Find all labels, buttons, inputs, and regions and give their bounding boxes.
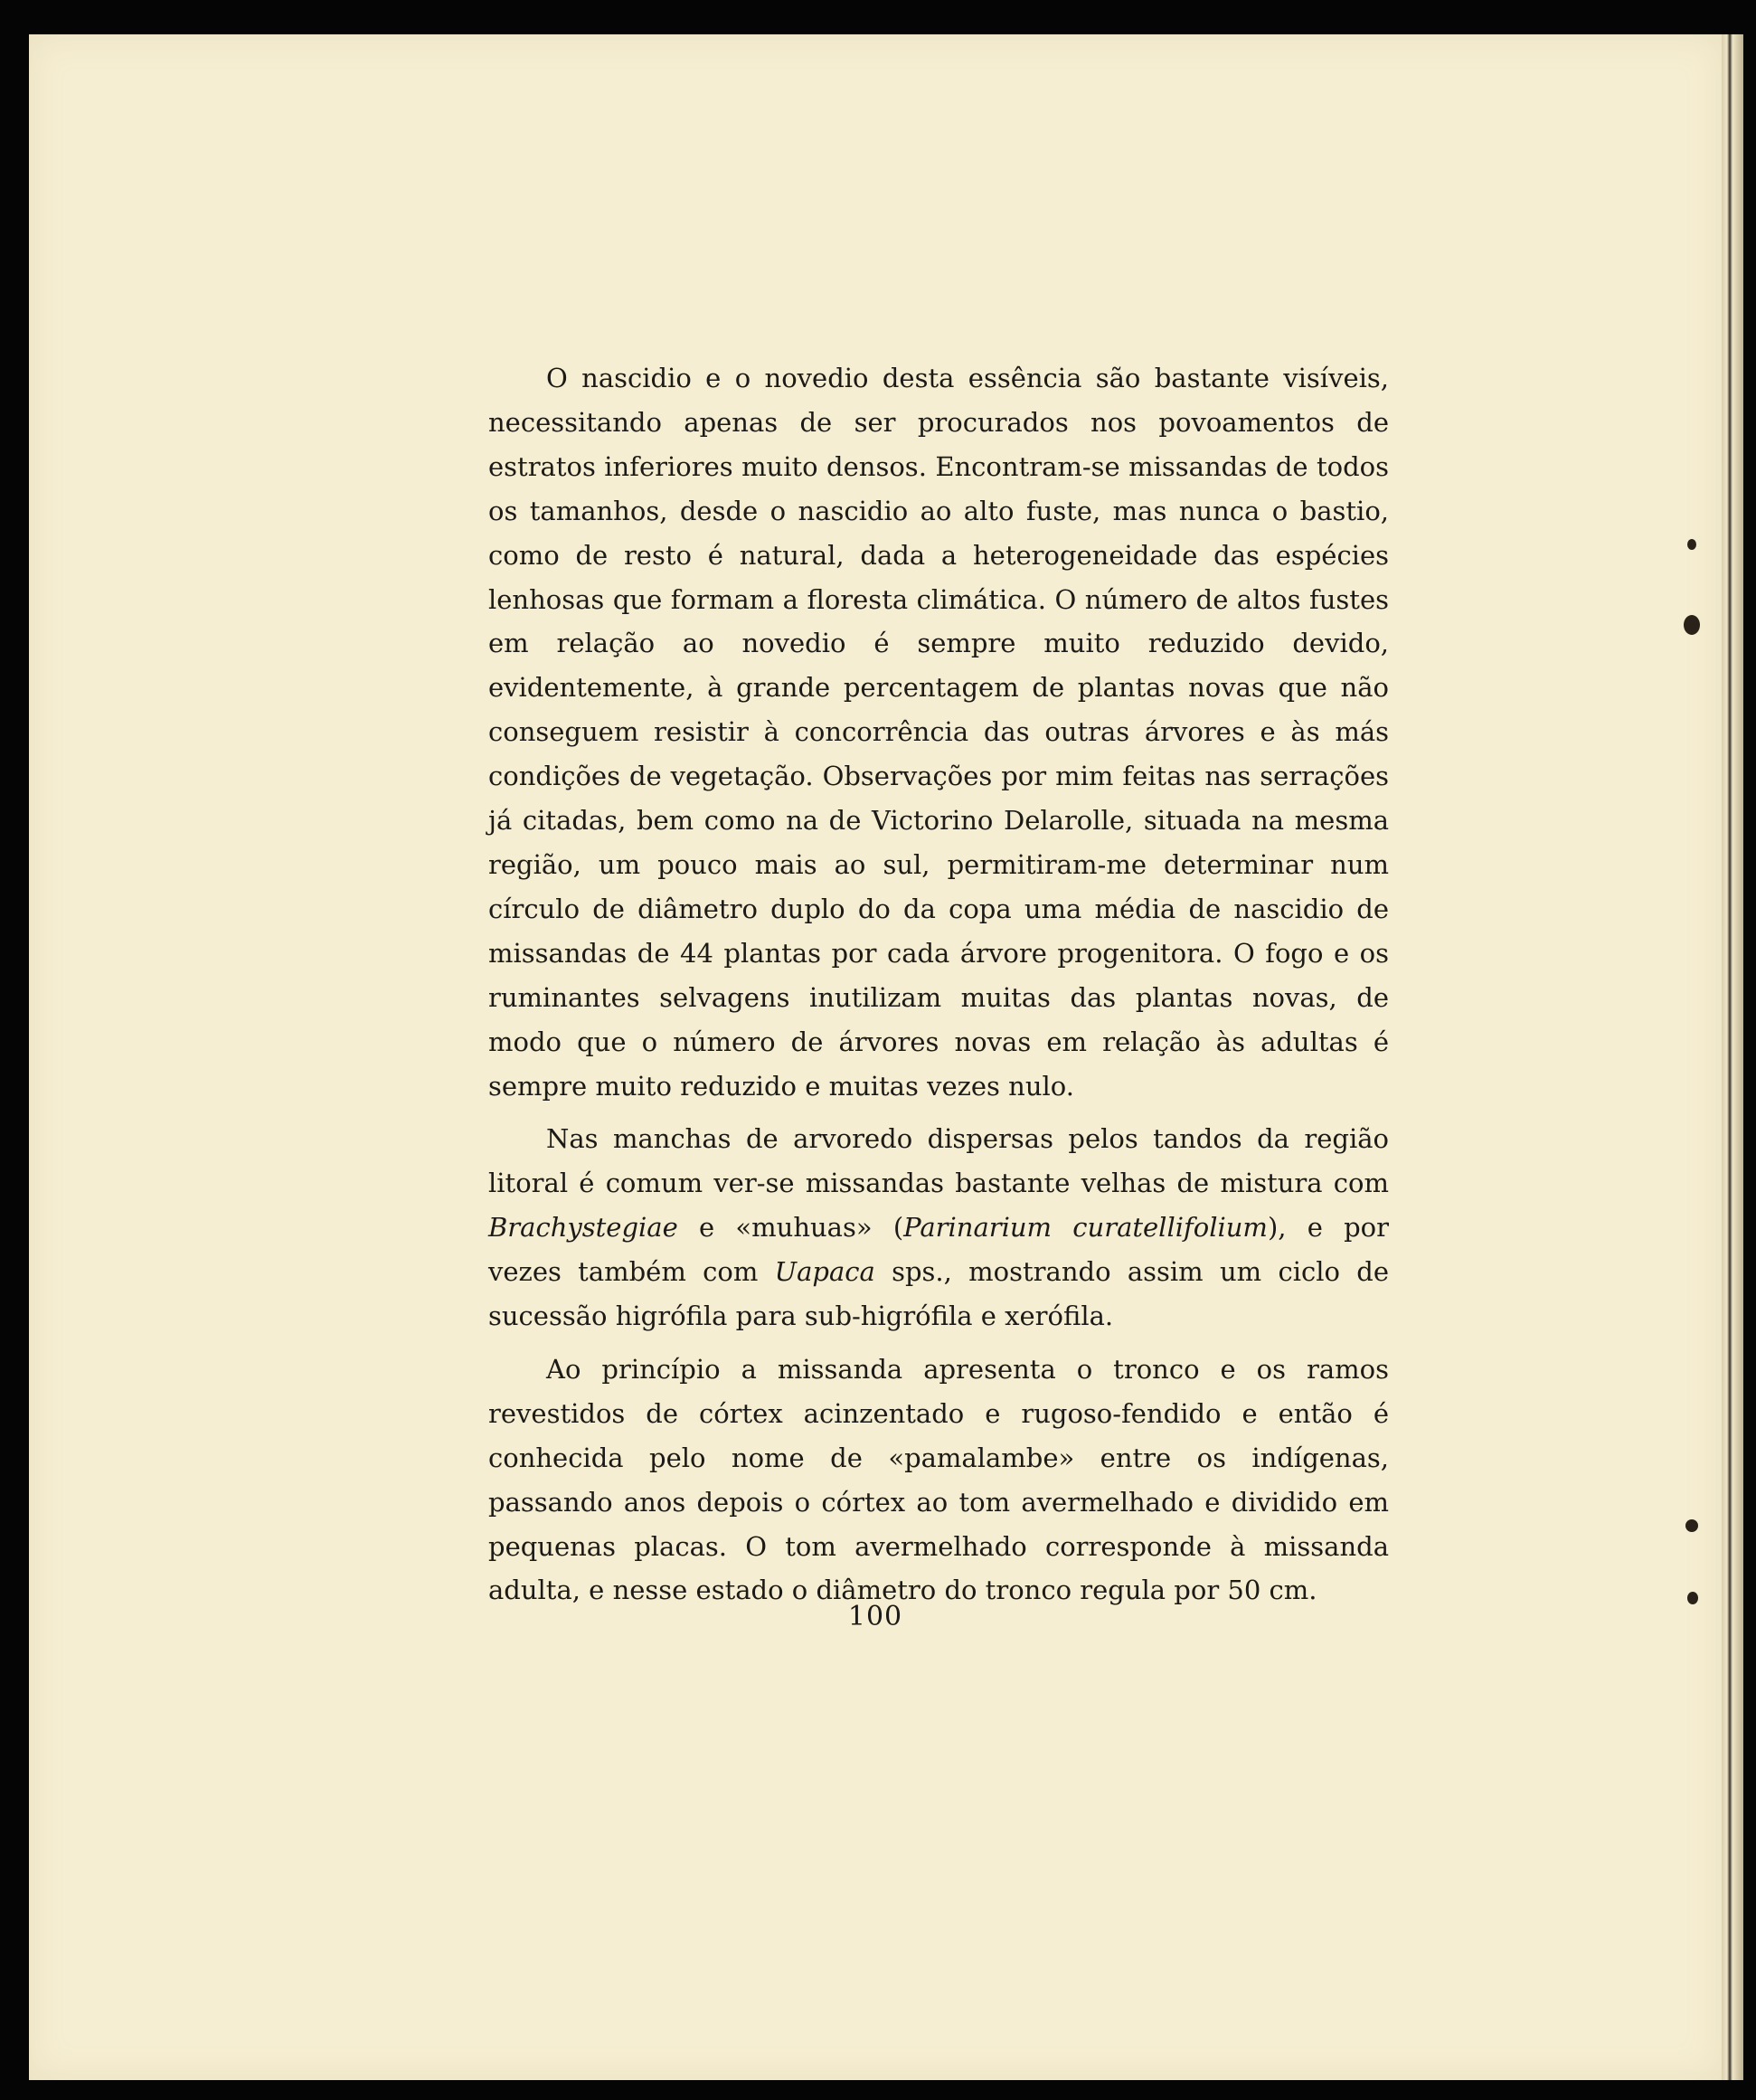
paragraph-2-italic-uapaca: Uapaca: [774, 1256, 875, 1288]
ink-spot: [1687, 1592, 1698, 1604]
page-edge: [1722, 34, 1743, 2080]
ink-spot: [1687, 539, 1696, 550]
paragraph-2: [488, 1117, 1389, 1339]
body-text: [488, 356, 1389, 1622]
paragraph-2-text-2: e «muhuas» (: [677, 1212, 904, 1244]
paragraph-2-text-3: ), e por vezes também com: [488, 1212, 1389, 1288]
paragraph-3: Ao princípio a missanda apresenta o tronco e os ramos revestidos de córtex acinzentado e rugoso-fendido e então é conhecida pelo nome de «pamalambe» entre os indígenas, passando anos depois o córtex ao tom avermelhado e dividido em pequenas placas. O tom avermelhado corresponde à missanda adulta, e nesse estado o diâmetro do tronco regula por 50 cm.: [488, 1353, 1389, 1606]
page-sheet: [29, 34, 1722, 2080]
paragraph-2-text-1: Nas manchas de arvoredo dispersas pelos tandos da região litoral é comum ver-se missandas bastante velhas de mistura com: [488, 1123, 1389, 1199]
paragraph-1: O nascidio e o novedio desta essência são bastante visíveis, necessitando apenas de ser procurados nos povoamentos de estratos inferiores muito densos. Encontram-se missandas de todos os tamanhos, desde o nascidio ao alto fuste, mas nunca o bastio, como de resto é natural, dada a heterogeneidade das espécies lenhosas que formam a floresta climática. O número de altos fustes em relação ao novedio é sempre muito reduzido devido, evidentemente, à grande percentagem de plantas novas que não conseguem resistir à concorrência das outras árvores e às más condições de vegetação. Observações por mim feitas nas serrações já citadas, bem como na de Victorino Delarolle, situada na mesma região, um pouco mais ao sul, permitiram-me determinar num círculo de diâmetro duplo do da copa uma média de nascidio de missandas de 44 plantas por cada árvore progenitora. O fogo e os ruminantes selvagens inutilizam muitas das plantas novas, de modo que o número de árvores novas em relação às adultas é sempre muito reduzido e muitas vezes nulo.: [488, 363, 1389, 1102]
ink-spot: [1685, 1519, 1698, 1532]
paragraph-2-italic-parinarium: Parinarium curatellifolium: [903, 1212, 1268, 1244]
paragraph-2-text-4: sps., mostrando assim um ciclo de sucessão higrófila para sub-higrófila e xerófila.: [488, 1256, 1389, 1332]
page-number: 100: [847, 1601, 903, 1632]
ink-spot: [1684, 615, 1700, 635]
paragraph-2-italic-brachystegiae: Brachystegiae: [488, 1212, 678, 1244]
